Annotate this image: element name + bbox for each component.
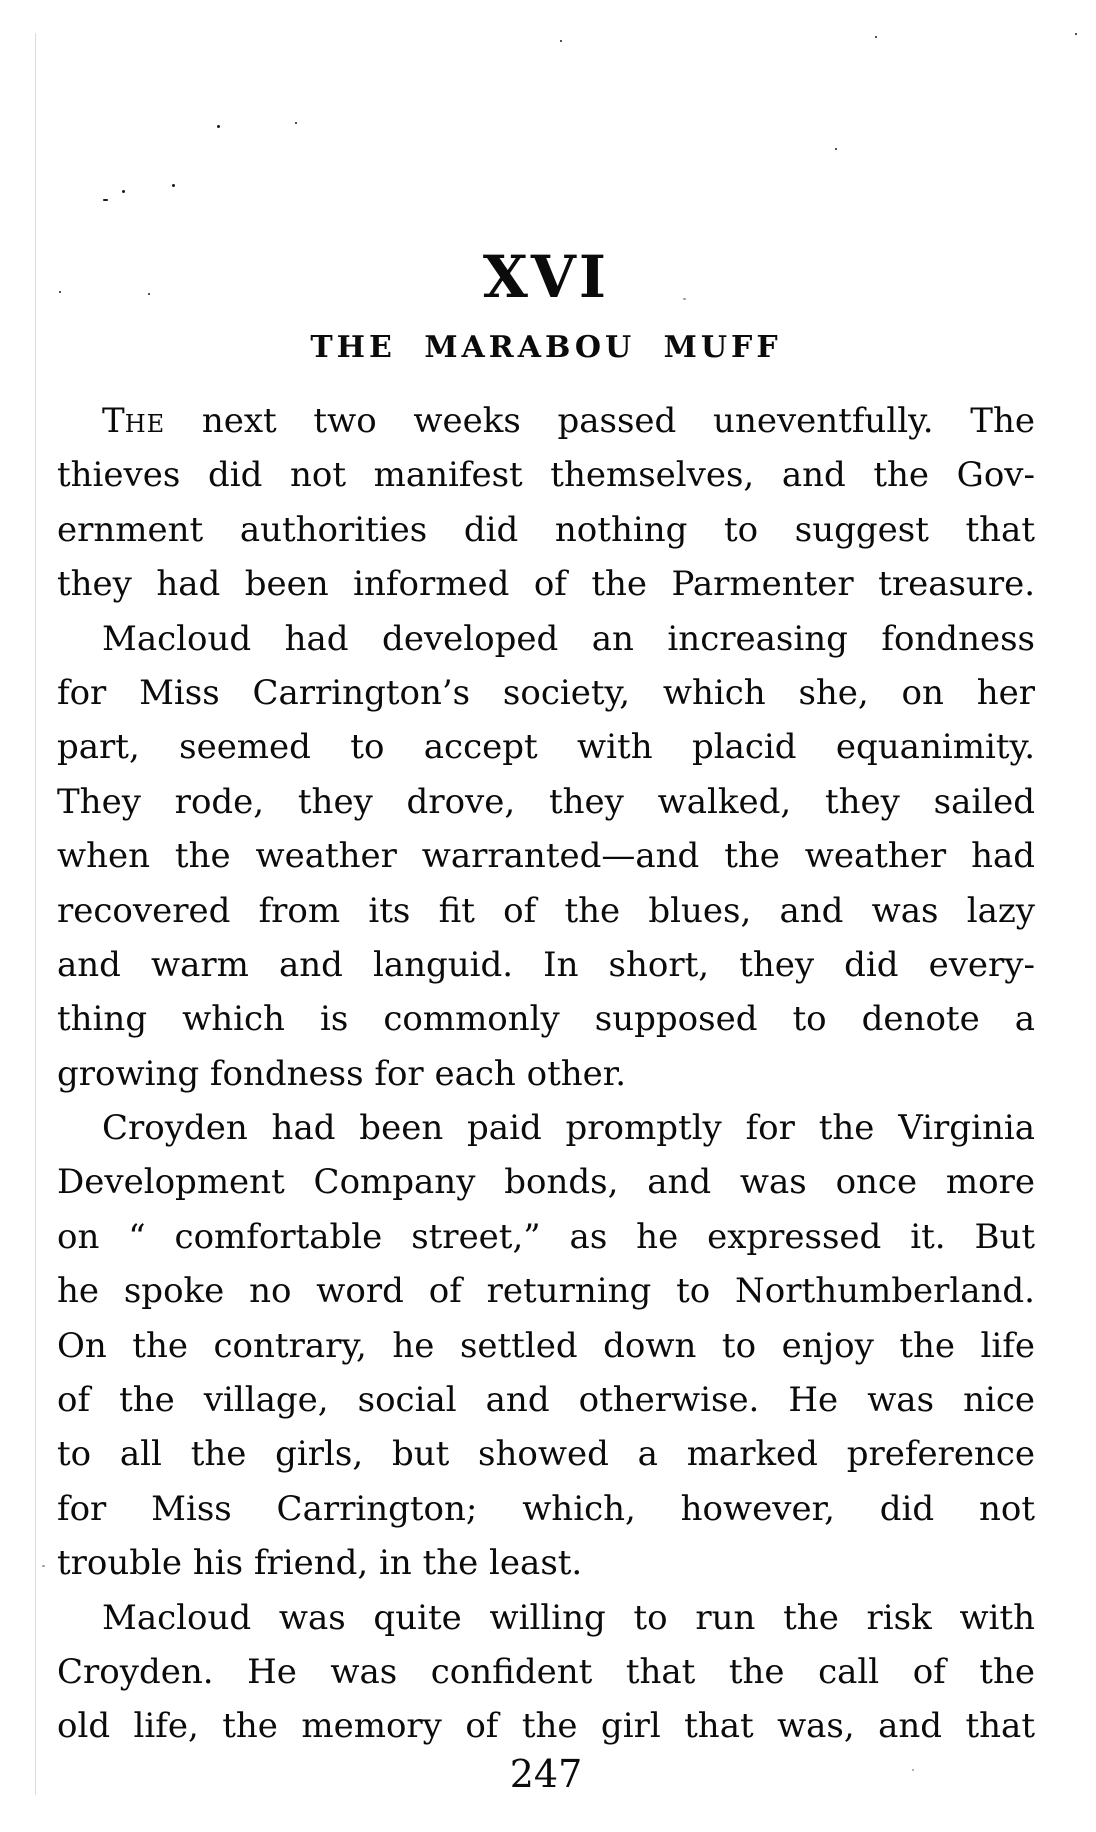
scan-speck [683,298,686,300]
text-line: Macloud had developed an increasing fondness [102,618,1035,659]
smallcaps-lead: he [124,401,166,441]
text-line: for Miss Carrington; which, however, did not [57,1488,1035,1529]
text-line: thing which is commonly supposed to denote a [57,999,1035,1040]
text-line: when the weather warranted—and the weather had [57,836,1035,877]
text-line: recovered from its fit of the blues, and was lazy [57,890,1035,931]
text-line: old life, the memory of the girl that was, and that [57,1706,1035,1747]
scan-speck [103,199,108,201]
text-line: thieves did not manifest themselves, and the Gov- [57,455,1035,496]
scan-speck [295,122,297,124]
scan-speck [875,36,877,38]
text-line: he spoke no word of returning to Northumberland. [57,1271,1035,1312]
text-line: Croyden. He was confident that the call of the [57,1651,1035,1692]
scan-speck [42,1565,45,1567]
text-line: Macloud was quite willing to run the risk with [102,1597,1035,1638]
page-scan-edge [35,33,36,1795]
chapter-title: THE MARABOU MUFF [310,330,782,365]
scan-speck [122,190,125,193]
text-line: Croyden had been paid promptly for the Virginia [102,1108,1035,1149]
text-line: to all the girls, but showed a marked preference [57,1434,1035,1475]
scan-speck [1075,33,1077,35]
text-line: they had been informed of the Parmenter treasure. [57,564,1035,605]
scan-speck [217,125,220,128]
page-number: 247 [509,1752,583,1796]
scan-speck [172,184,175,187]
text-line: ernment authorities did nothing to suggest that [57,509,1035,550]
scan-speck [148,293,150,295]
text-line: They rode, they drove, they walked, they sailed [57,781,1035,822]
body-text [57,394,1035,1754]
text-line: part, seemed to accept with placid equanimity. [57,727,1035,768]
text-line: for Miss Carrington’s society, which she, on her [57,672,1035,713]
text-line: On the contrary, he settled down to enjoy the life [57,1325,1035,1366]
text-line: of the village, social and otherwise. He was nice [57,1380,1035,1421]
text-line: and warm and languid. In short, they did every- [57,944,1035,985]
scan-speck [59,291,61,293]
chapter-number: XVI [482,243,610,311]
scan-speck [912,1769,914,1771]
text-line: growing fondness for each other. [57,1053,627,1094]
text-line: Development Company bonds, and was once more [57,1162,1035,1203]
scan-speck [560,40,562,42]
text-line: The next two weeks passed uneventfully. The [102,401,1035,441]
text-line: trouble his friend, in the least. [57,1543,583,1584]
scan-speck [835,148,837,150]
text-line: on “ comfortable street,” as he expressed it. But [57,1216,1035,1257]
